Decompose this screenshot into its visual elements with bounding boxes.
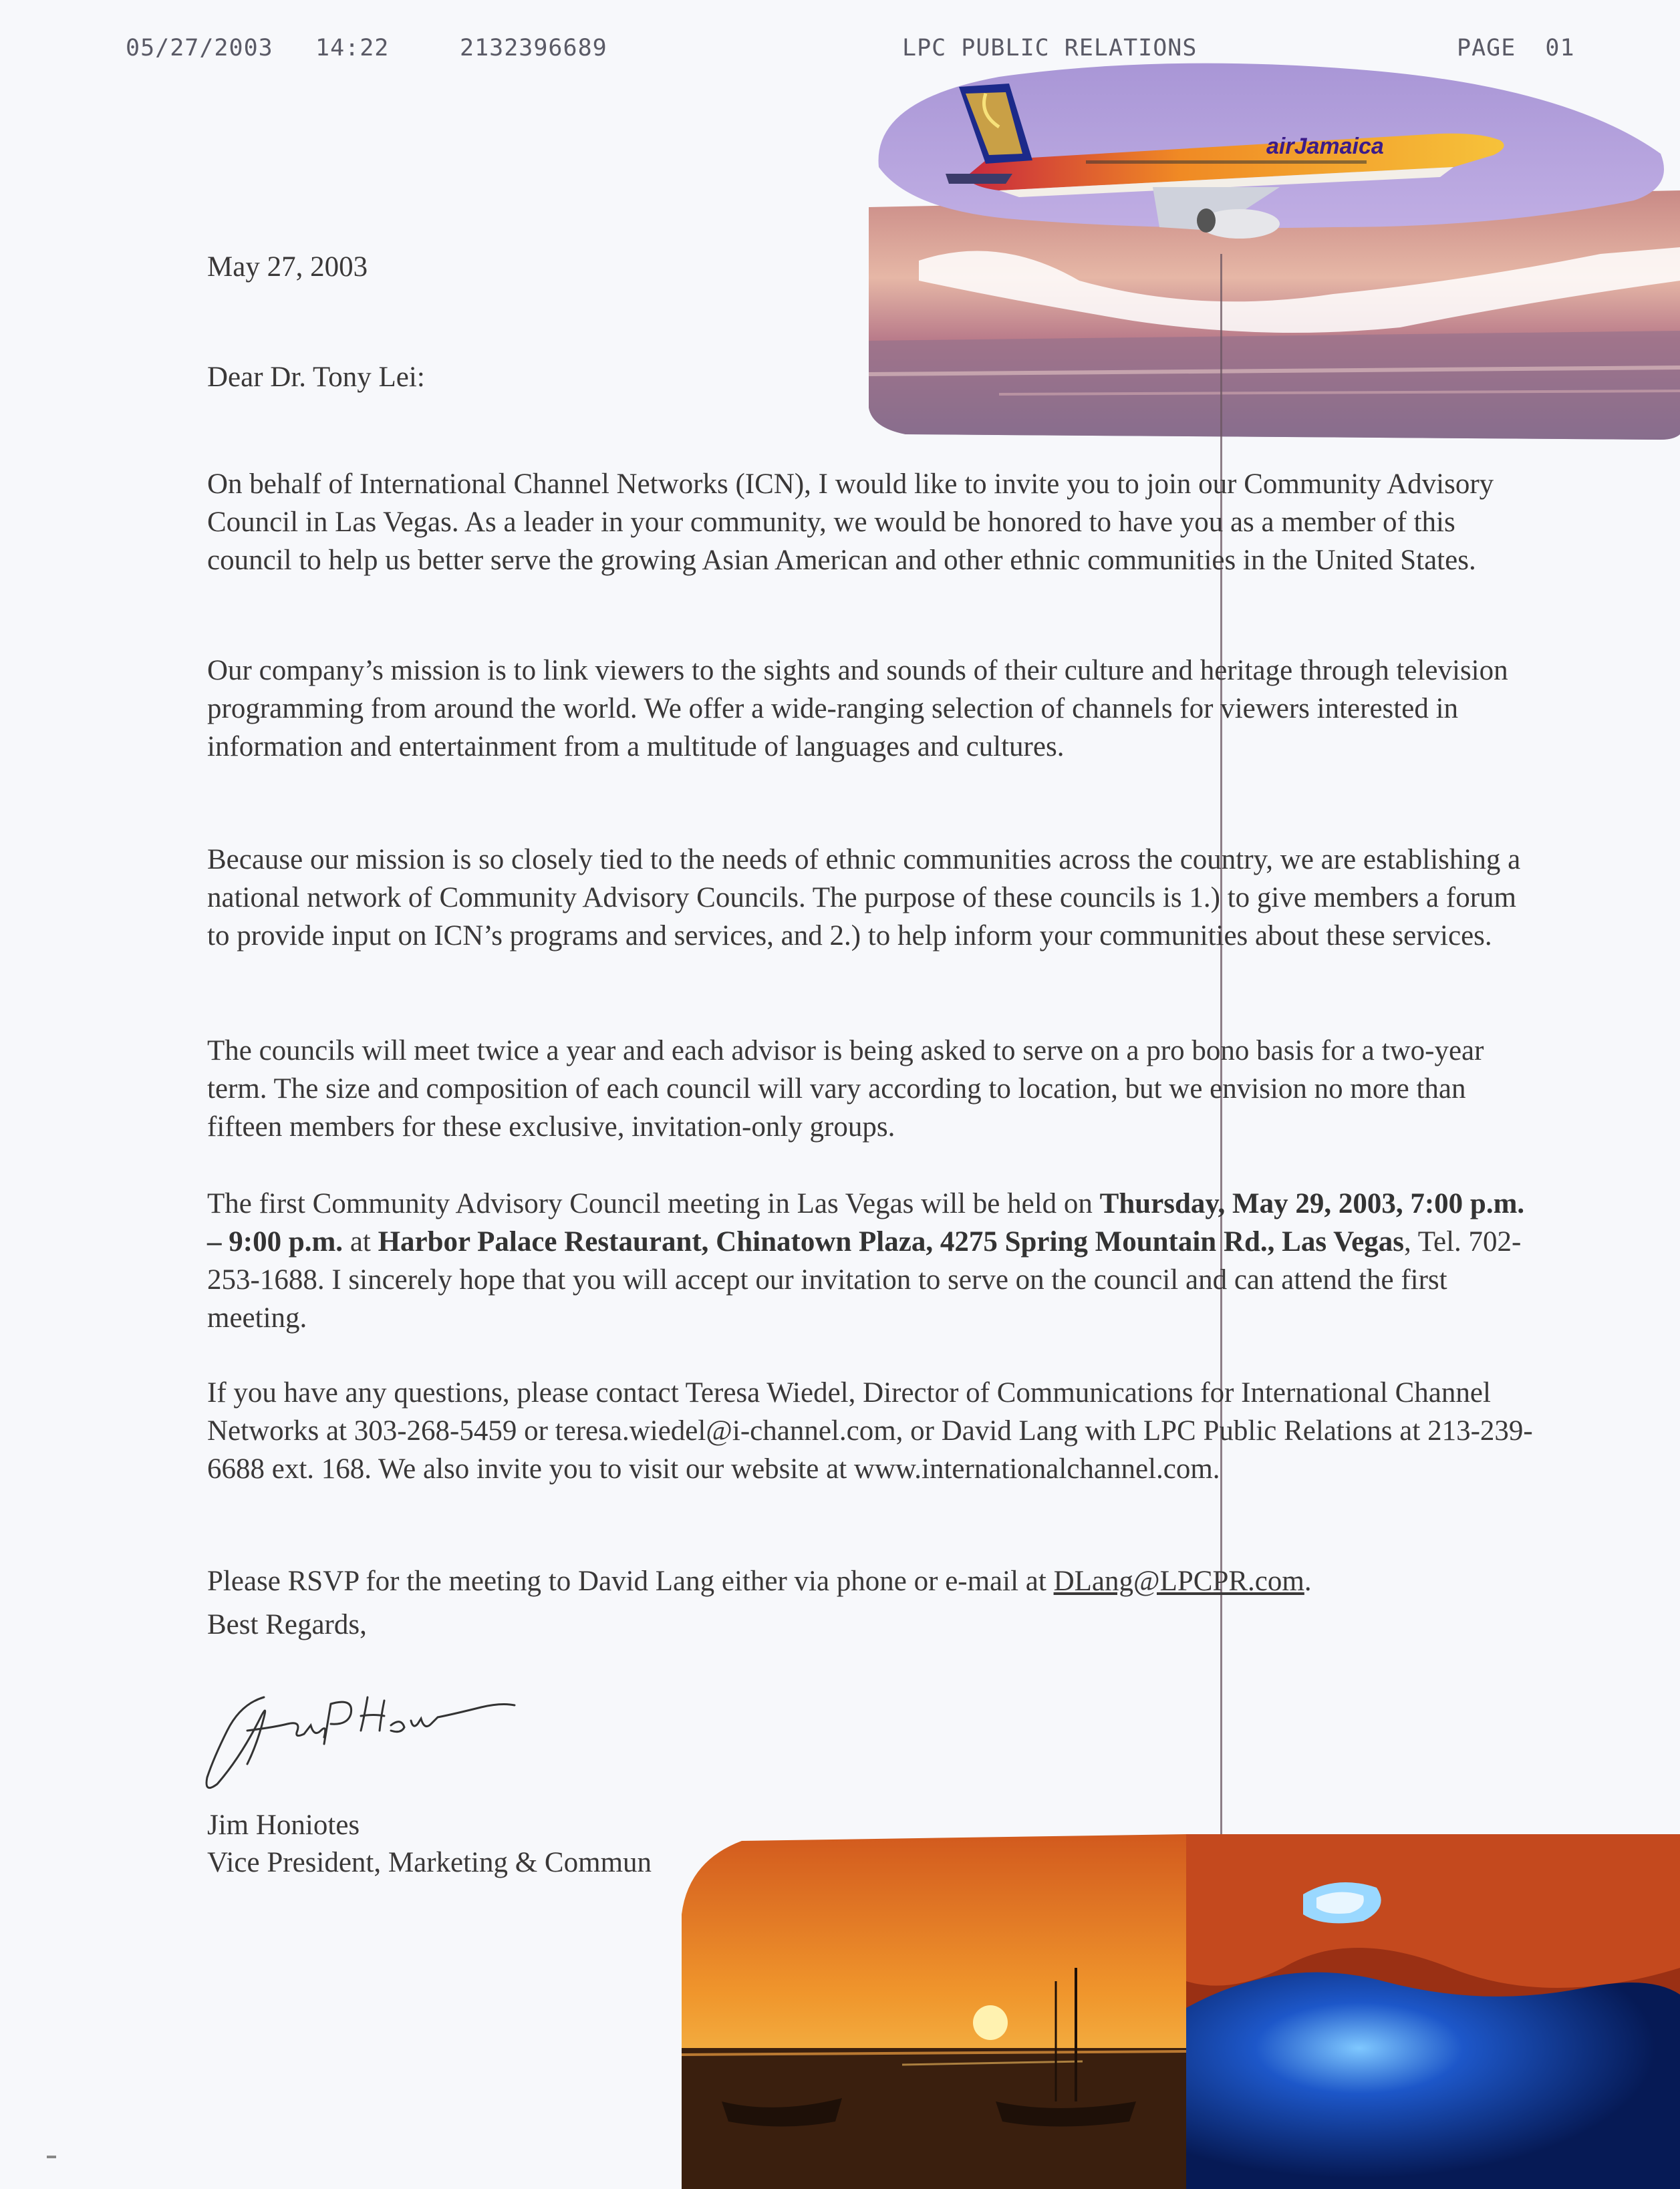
travel-photo-collage xyxy=(682,1834,1680,2189)
paragraph-contacts: If you have any questions, please contact Teresa Wiedel, Director of Communications for International Channel Networks at 303-268-5459 or teresa.wiedel@i-channel.com, or David Lang with LPC Public Relations at 213-239-6688 ext. 168. We also invite you to visit our website at www.internationalchannel.com. xyxy=(207,1377,1533,1485)
meeting-rest: , Tel. 702-253-1688. I sincerely hope that you will accept our invitation to serve on the council and can attend the first meeting. xyxy=(207,1226,1522,1334)
paragraph-terms: The councils will meet twice a year and each advisor is being asked to serve on a pro bono basis for a two-year term. The size and composition of each council will vary according to location, but we envision no more than fifteen members for these exclusive, invitation-only groups. xyxy=(207,1035,1484,1143)
paragraph-rsvp xyxy=(207,1562,1537,1600)
meeting-at: at xyxy=(343,1226,378,1258)
meeting-venue: Harbor Palace Restaurant, Chinatown Plaza, 4275 Spring Mountain Rd., Las Vegas xyxy=(378,1226,1404,1258)
airplane-collage-image xyxy=(865,60,1680,441)
fax-page: PAGE 01 xyxy=(1457,35,1575,61)
fax-time: 14:22 xyxy=(315,35,390,61)
signer-name: Jim Honiotes xyxy=(207,1809,360,1841)
paragraph-mission: Our company’s mission is to link viewers to the sights and sounds of their culture and heritage through television programming from around the world. We offer a wide-ranging selection of channels for viewers interested in information and entertainment from a multitude of languages and cultures. xyxy=(207,655,1508,762)
rsvp-text: Please RSVP for the meeting to David Lang either via phone or e-mail at xyxy=(207,1566,1054,1597)
salutation: Dear Dr. Tony Lei: xyxy=(207,361,425,393)
rsvp-end: . xyxy=(1304,1566,1312,1597)
fax-organization: LPC PUBLIC RELATIONS xyxy=(902,35,1198,61)
paragraph-meeting xyxy=(207,1185,1537,1337)
signer-title: Vice President, Marketing & Commun xyxy=(207,1847,652,1878)
fax-date: 05/27/2003 xyxy=(126,35,273,61)
closing: Best Regards, xyxy=(207,1609,367,1640)
meeting-intro: The first Community Advisory Council meeting in Las Vegas will be held on xyxy=(207,1188,1100,1219)
rsvp-email-link[interactable]: DLang@LPCPR.com xyxy=(1053,1566,1304,1597)
letter-date: May 27, 2003 xyxy=(207,251,368,283)
airline-livery-text: airJamaica xyxy=(1266,134,1384,159)
paragraph-invitation: On behalf of International Channel Networks (ICN), I would like to invite you to join our Community Advisory Council in Las Vegas. As a leader in your community, we would be honored to have you as a member of this council to help us better serve the growing Asian American and other ethnic communities in the United States. xyxy=(207,468,1494,576)
fax-phone: 2132396689 xyxy=(460,35,607,61)
handwritten-signature xyxy=(200,1677,521,1804)
scan-speck xyxy=(47,2156,56,2158)
meeting-datetime: Thursday, May 29, 2003, 7:00 p.m. – 9:00 p.m. xyxy=(207,1188,1525,1258)
paragraph-councils: Because our mission is so closely tied to the needs of ethnic communities across the country, we are establishing a national network of Community Advisory Councils. The purpose of these councils is 1.) to give members a forum to provide input on ICN’s programs and services, and 2.) to help inform your communities about these services. xyxy=(207,844,1521,952)
